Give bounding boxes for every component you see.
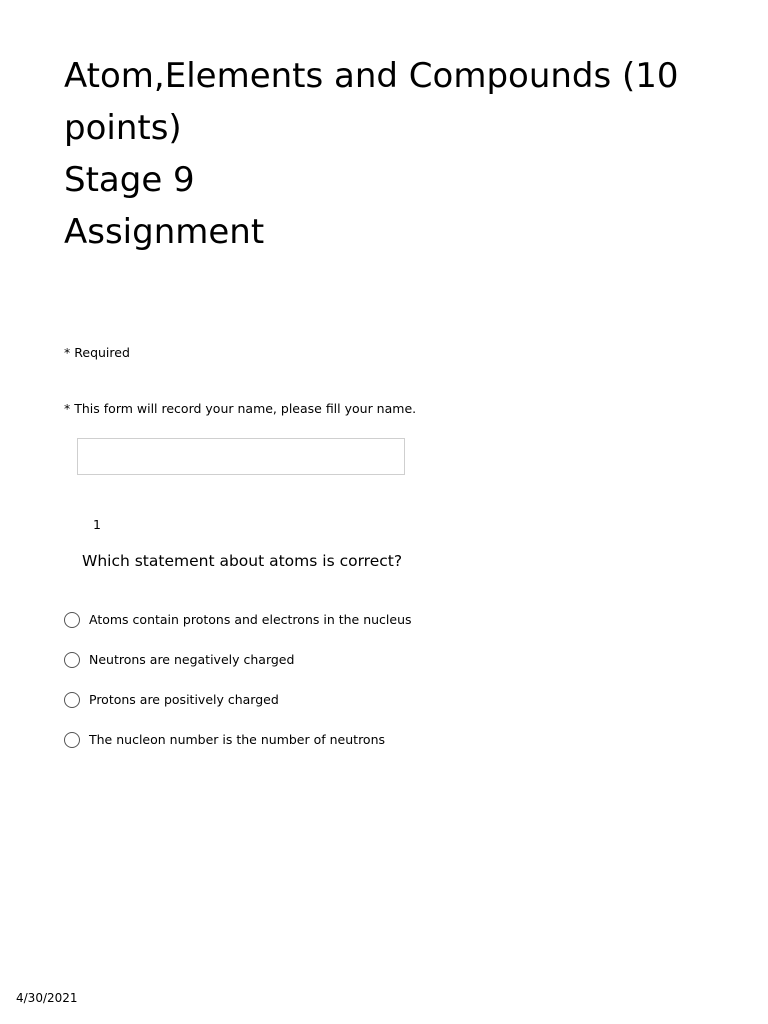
required-label: Required	[74, 345, 130, 360]
answer-option[interactable]	[64, 730, 664, 750]
name-note-text: This form will record your name, please fill your name.	[74, 401, 417, 416]
answer-option[interactable]	[64, 610, 664, 630]
required-note	[64, 344, 130, 362]
question-text: Which statement about atoms is correct?	[82, 552, 403, 570]
radio-button[interactable]	[64, 612, 80, 628]
name-input[interactable]	[77, 438, 405, 475]
answer-option-label: Neutrons are negatively charged	[89, 652, 295, 667]
answer-option[interactable]	[64, 650, 664, 670]
form-title-line: points)	[64, 108, 182, 148]
radio-button[interactable]	[64, 692, 80, 708]
print-date: 4/30/2021	[16, 991, 78, 1005]
radio-button[interactable]	[64, 732, 80, 748]
required-asterisk: *	[64, 345, 71, 360]
form-title-line: Assignment	[64, 212, 265, 252]
answer-option-label: Protons are positively charged	[89, 692, 279, 707]
question-number: 1	[93, 517, 101, 532]
answer-option[interactable]	[64, 690, 664, 710]
answer-option-label: Atoms contain protons and electrons in the nucleus	[89, 612, 412, 627]
answer-option-label: The nucleon number is the number of neutrons	[89, 732, 386, 747]
answer-options	[64, 610, 664, 770]
form-title-line: Stage 9	[64, 160, 195, 200]
name-required-asterisk: *	[64, 401, 71, 416]
radio-button[interactable]	[64, 652, 80, 668]
name-record-note	[64, 400, 416, 418]
form-title-line: Atom,Elements and Compounds (10	[64, 56, 679, 96]
form-title	[64, 50, 704, 258]
